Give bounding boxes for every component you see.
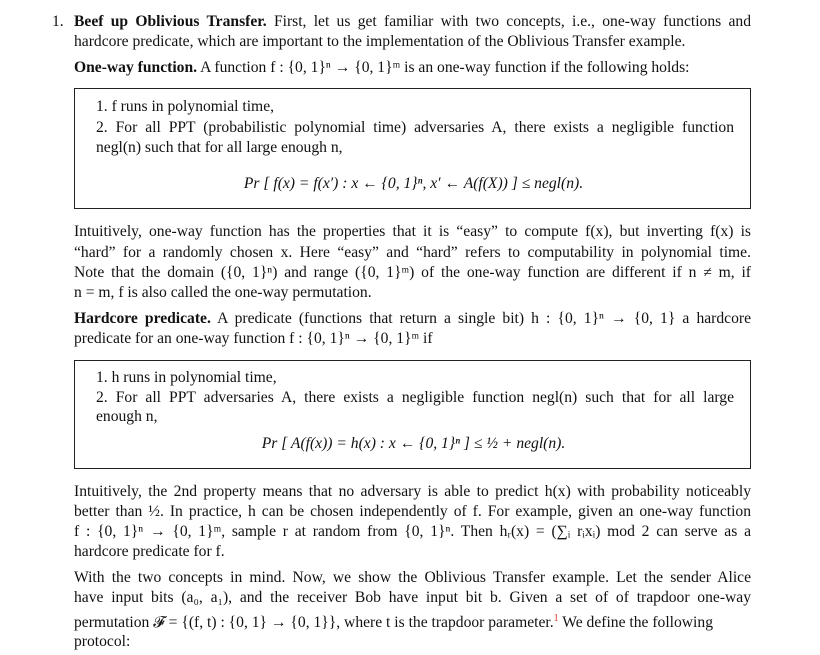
owf-para-line-2: “hard” for a randomly chosen x. Here “easy” and “hard” refers to computability in polynomial time. — [74, 244, 751, 261]
hcp-definition-text: A predicate (functions that return a single bit) h : {0, 1}ⁿ → {0, 1} a hardcore — [217, 310, 751, 327]
hcp-formula: Pr [ A(f(x)) = h(x) : x ← {0, 1}ⁿ ] ≤ ½ + negl(n). — [261, 435, 566, 452]
final-para-line-3-tail: We define the following — [562, 614, 713, 632]
hcp-condition-1: 1. h runs in polynomial time, — [96, 369, 277, 386]
hcp-para-line-4: hardcore predicate for f. — [74, 543, 225, 560]
item-title: Beef up Oblivious Transfer. — [74, 13, 267, 30]
final-para-line-3 — [74, 609, 713, 633]
owf-conditions-box — [74, 88, 751, 209]
hcp-conditions-box — [74, 360, 751, 469]
hcp-para-line-3: f : {0, 1}ⁿ → {0, 1}ᵐ, sample r at random from {0, 1}ⁿ. Then hᵣ(x) = (∑ᵢ rᵢxᵢ) mod 2 can serve as a — [74, 523, 751, 540]
owf-condition-1: 1. f runs in polynomial time, — [96, 98, 275, 115]
item-intro-line-2: hardcore predicate, which are important to the implementation of the Oblivious Transfer example. — [74, 33, 686, 50]
item-intro-text-1: First, let us get familiar with two concepts, i.e., one-way functions and — [273, 13, 751, 30]
hcp-para-line-2: better than ½. In practice, h can be chosen independently of f. For example, given an one-way function — [74, 503, 751, 520]
final-para-line-2: have input bits (a₀, a₁), and the receiver Bob have input bit b. Given a set of of trapdoor one-way — [74, 589, 751, 606]
item-intro-line-1 — [74, 12, 751, 32]
owf-condition-2b: negl(n) such that for all large enough n, — [96, 139, 343, 156]
owf-para-line-3: Note that the domain ({0, 1}ⁿ) and range ({0, 1}ᵐ) of the one-way function are different if n ≠ m, if — [74, 264, 751, 281]
owf-condition-2a: 2. For all PPT (probabilistic polynomial time) adversaries A, there exists a negligible function — [96, 119, 734, 136]
owf-definition-text: A function f : {0, 1}ⁿ → {0, 1}ᵐ is an one-way function if the following holds: — [200, 59, 690, 76]
owf-heading: One-way function. — [74, 59, 198, 76]
owf-para-line-1: Intuitively, one-way function has the properties that it is “easy” to compute f(x), but inverting f(x) is — [74, 223, 751, 240]
owf-para-line-4: n = m, f is also called the one-way permutation. — [74, 284, 372, 301]
final-para-line-1: With the two concepts in mind. Now, we show the Oblivious Transfer example. Let the sender Alice — [74, 569, 751, 586]
item-number: 1. — [52, 13, 64, 30]
hcp-definition-line-2: predicate for an one-way function f : {0, 1}ⁿ → {0, 1}ᵐ if — [74, 330, 433, 347]
hcp-definition-line-1 — [74, 309, 751, 329]
owf-formula: Pr [ f(x) = f(x′) : x ← {0, 1}ⁿ, x′ ← A(f(X)) ] ≤ negl(n). — [243, 175, 584, 192]
footnote-marker[interactable]: 1 — [553, 613, 559, 624]
final-para-line-3-text: permutation 𝓕 = {(f, t) : {0, 1} → {0, 1}}, where t is the trapdoor parameter. — [74, 614, 554, 632]
hcp-heading: Hardcore predicate. — [74, 310, 211, 327]
hcp-condition-2b: enough n, — [96, 408, 158, 425]
final-para-line-4: protocol: — [74, 633, 131, 650]
owf-definition-line — [74, 58, 690, 78]
hcp-condition-2a: 2. For all PPT adversaries A, there exists a negligible function negl(n) such that for all large — [96, 389, 734, 406]
hcp-para-line-1: Intuitively, the 2nd property means that no adversary is able to predict h(x) with probability noticeably — [74, 483, 751, 500]
